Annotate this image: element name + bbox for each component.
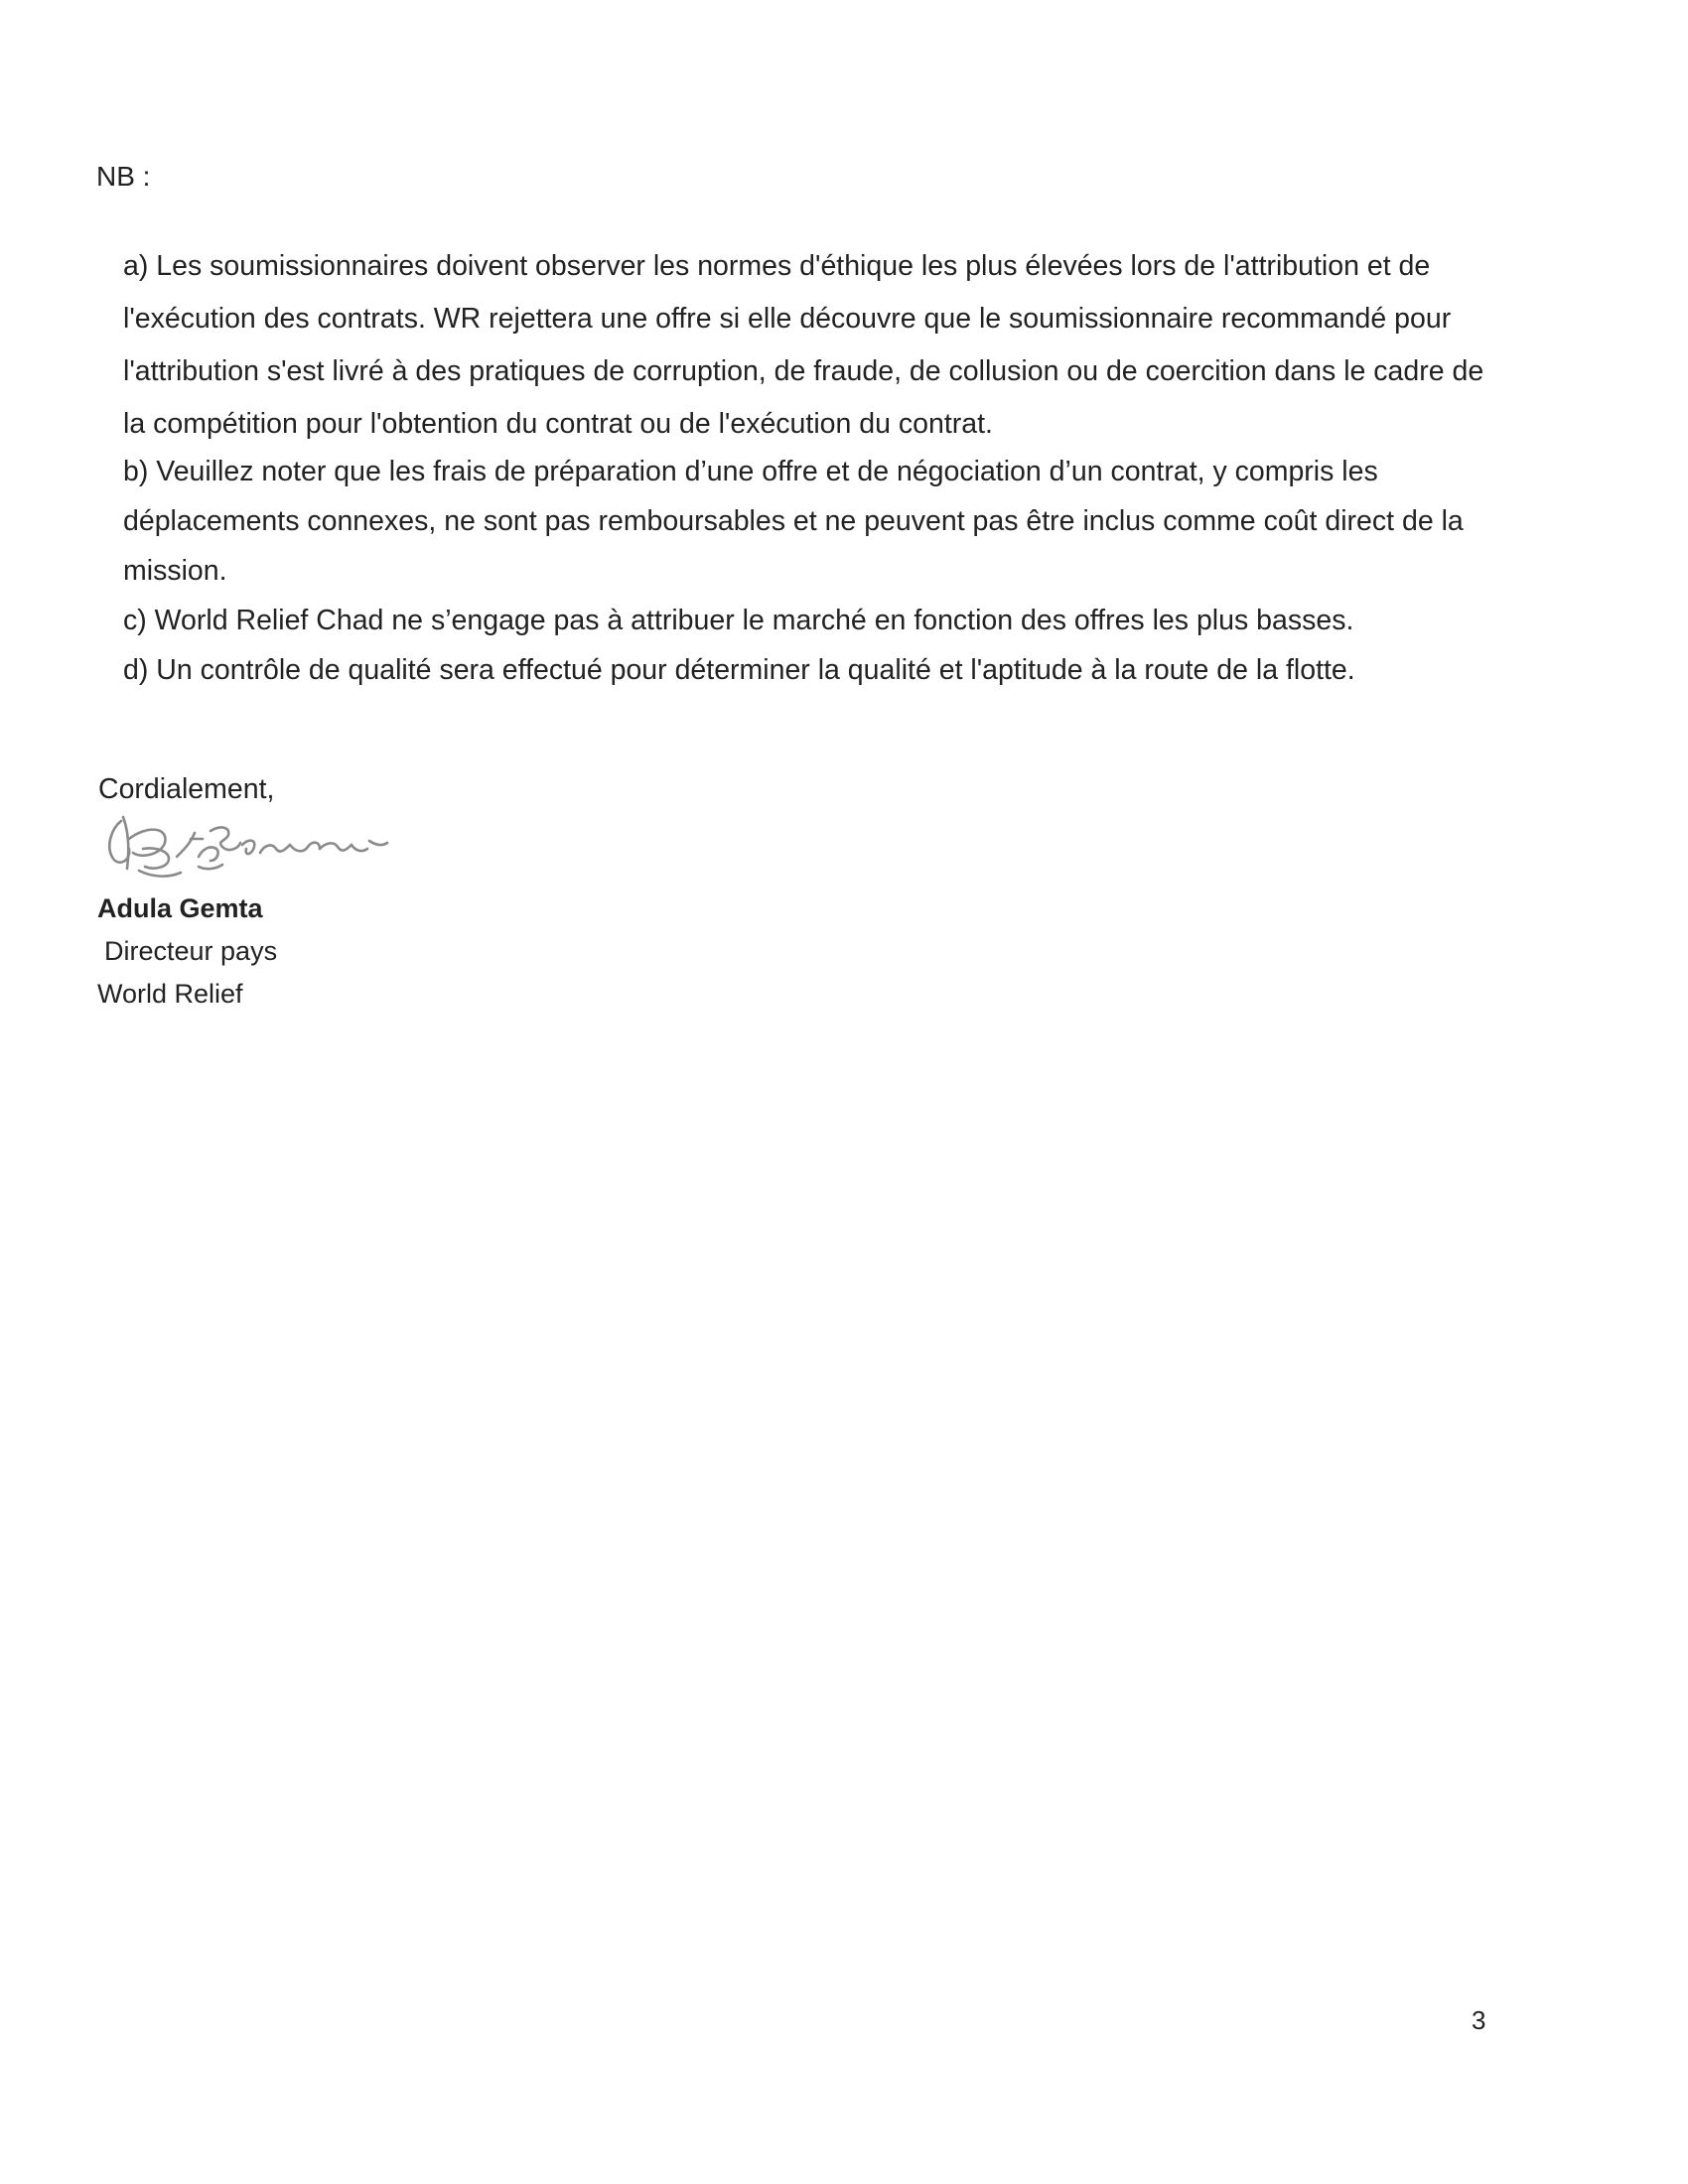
handwritten-signature (99, 809, 442, 887)
closing-salutation: Cordialement, (98, 773, 275, 805)
nb-items (123, 240, 1513, 695)
page-number: 3 (1472, 2005, 1486, 2035)
nb-item-d: d) Un contrôle de qualité sera effectué pour déterminer la qualité et l'aptitude à la route de la flotte. (123, 654, 1355, 686)
nb-item-a: a) Les soumissionnaires doivent observer les normes d'éthique les plus élevées lors de l'attribution et de l'exécution des contrats. WR rejettera une offre si elle découvre que le soumissionnaire recommandé pour l'attribution s'est livré à des pratiques de corruption, de fraude, de collusion ou de coercition dans le cadre de la compétition pour l'obtention du contrat ou de l'exécution du contrat. (123, 250, 1484, 440)
nb-label: NB : (96, 161, 151, 192)
signer-name: Adula Gemta (97, 893, 263, 923)
signer-organization: World Relief (97, 979, 243, 1009)
nb-item-c: c) World Relief Chad ne s’engage pas à attribuer le marché en fonction des offres les plus basses. (123, 605, 1354, 636)
nb-item-b: b) Veuillez noter que les frais de préparation d’une offre et de négociation d’un contrat, y compris les déplacements connexes, ne sont pas remboursables et ne peuvent pas être inclus comme coût direct de la mission. (123, 456, 1464, 587)
signer-title: Directeur pays (104, 936, 278, 966)
